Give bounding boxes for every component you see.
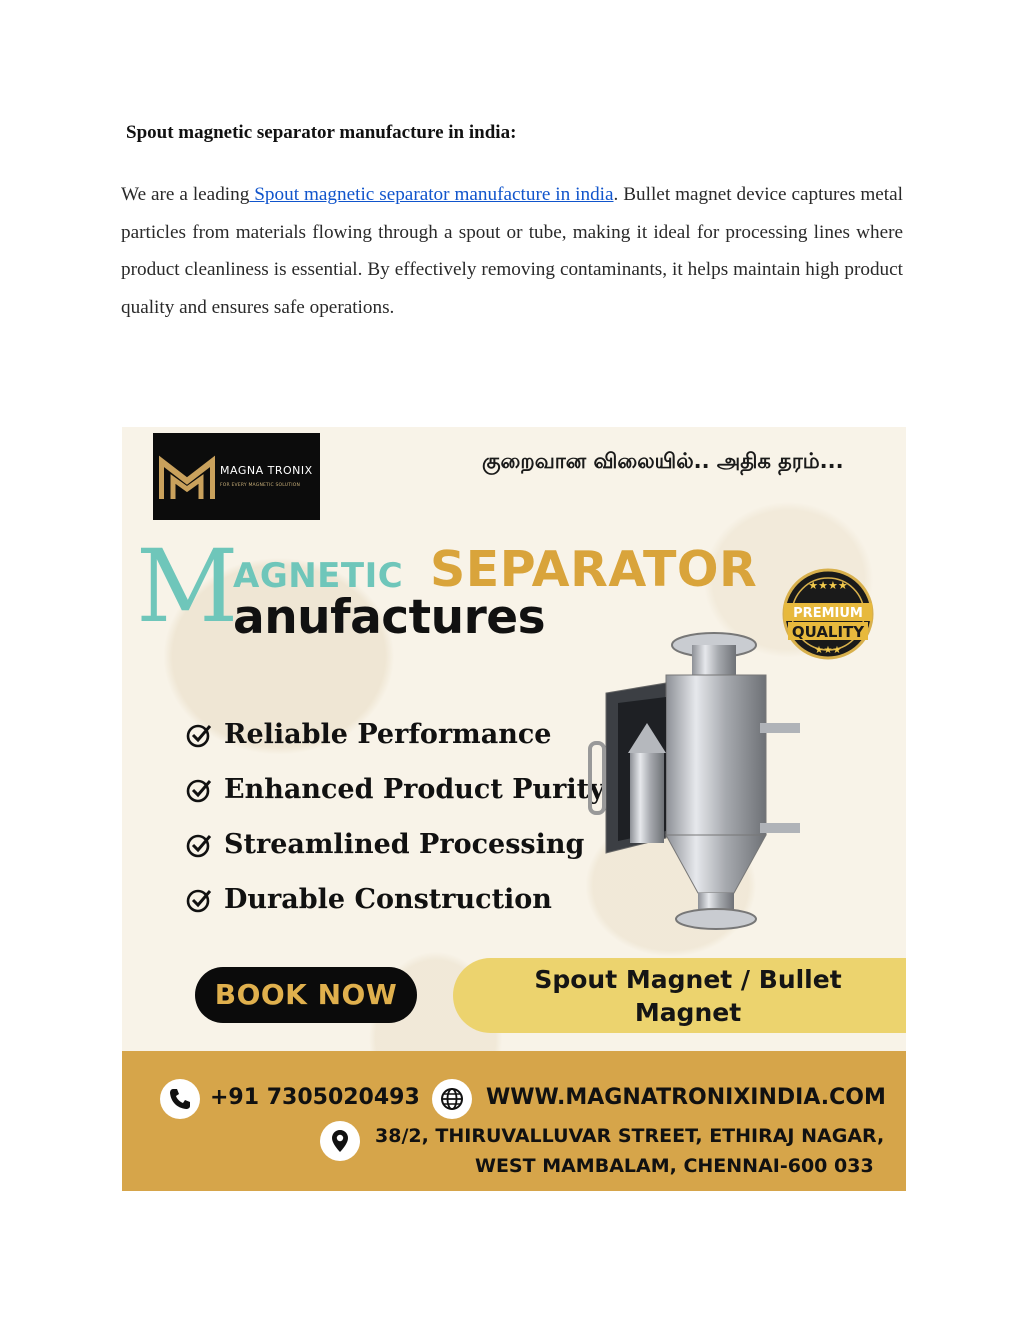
product-name-line1: Spout Magnet / Bullet [534, 965, 842, 994]
company-logo [153, 433, 320, 520]
check-circle-icon [186, 777, 212, 803]
spout-magnet-product-image [584, 623, 814, 943]
title-separator: SEPARATOR [430, 541, 758, 598]
location-icon-circle [320, 1121, 360, 1161]
badge-top-text: PREMIUM [793, 606, 863, 621]
address-line2: WEST MAMBALAM, CHENNAI-600 033 [475, 1155, 874, 1177]
svg-text:★★★: ★★★ [814, 645, 842, 656]
check-circle-icon [186, 887, 212, 913]
logo-mark-icon [159, 455, 215, 503]
phone-icon-circle [160, 1079, 200, 1119]
tamil-slogan: குறைவான விலையில்.. அதிக தரம்... [482, 449, 844, 473]
page-heading: Spout magnetic separator manufacture in india: [126, 122, 517, 143]
feature-label: Enhanced Product Purity [224, 774, 605, 805]
address-line1: 38/2, THIRUVALLUVAR STREET, ETHIRAJ NAGAR, [375, 1125, 885, 1147]
feature-item [186, 762, 605, 817]
check-circle-icon [186, 832, 212, 858]
product-link[interactable]: Spout magnetic separator manufacture in india [249, 184, 614, 205]
feature-label: Streamlined Processing [224, 829, 585, 860]
intro-paragraph [121, 176, 903, 326]
product-name-line2: Magnet [634, 998, 742, 1027]
globe-icon-circle [432, 1079, 472, 1119]
para-prefix: We are a leading [121, 184, 250, 205]
para-rest: . Bullet magnet device captures metal particles from materials flowing through a spout or tube, making it ideal for processing lines where product cleanliness is essential. By effectively removing contaminants, it helps maintain high product quality and ensures safe operations. [121, 184, 903, 318]
feature-list [186, 707, 605, 927]
logo-tagline: FOR EVERY MAGNETIC SOLUTION [220, 483, 301, 488]
badge-bottom-text: QUALITY [791, 623, 865, 641]
logo-name: MAGNA TRONIX [220, 464, 313, 477]
feature-item [186, 872, 605, 927]
feature-item [186, 707, 605, 762]
location-pin-icon [328, 1129, 352, 1153]
title-big-letter: M [136, 528, 239, 645]
globe-icon [440, 1087, 464, 1111]
website-url[interactable]: WWW.MAGNATRONIXINDIA.COM [486, 1085, 886, 1110]
feature-label: Durable Construction [224, 884, 552, 915]
promo-banner [122, 427, 906, 1191]
contact-footer [122, 1051, 906, 1191]
book-now-button[interactable]: BOOK NOW [195, 967, 417, 1023]
phone-icon [168, 1087, 192, 1111]
product-name-banner [453, 958, 906, 1033]
check-circle-icon [186, 722, 212, 748]
svg-text:★★★★: ★★★★ [808, 579, 848, 592]
title-agnetic: AGNETIC [233, 556, 404, 596]
feature-label: Reliable Performance [224, 719, 552, 750]
title-anufactures: anufactures [233, 590, 546, 645]
phone-number[interactable]: +91 7305020493 [210, 1085, 420, 1110]
feature-item [186, 817, 605, 872]
